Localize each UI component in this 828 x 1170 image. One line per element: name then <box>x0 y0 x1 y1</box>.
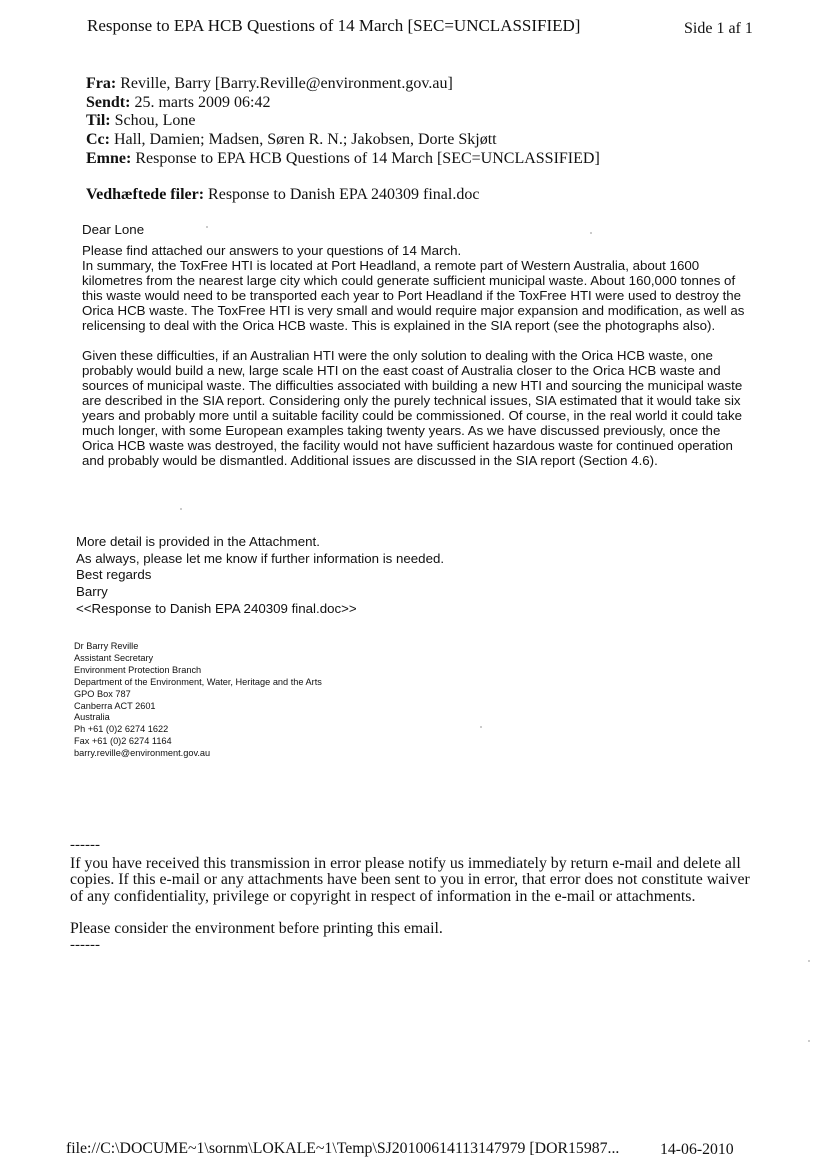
scan-speck <box>480 726 482 728</box>
subject-line <box>86 149 600 168</box>
signature-fax: Fax +61 (0)2 6274 1164 <box>74 736 172 747</box>
disclaimer-text: If you have received this transmission in error please notify us immediately by return e-mail and delete all copies. If this e-mail or any attachments have been sent to you in error, that error does not constitute waiver of any confidentiality, privilege or copyright in respect of information in the e-mail or attachments. <box>70 855 750 905</box>
attachments-line <box>86 185 479 204</box>
email-body <box>82 222 750 468</box>
signature-name: Dr Barry Reville <box>74 641 139 651</box>
subject-label: Emne: <box>86 150 132 167</box>
closing-name: Barry <box>76 584 108 600</box>
cc-line <box>86 130 497 149</box>
attachments-label: Vedhæftede filer: <box>86 186 205 203</box>
signature-branch: Environment Protection Branch <box>74 664 202 675</box>
signature-phone: Ph +61 (0)2 6274 1622 <box>74 724 169 735</box>
subject-value: Response to EPA HCB Questions of 14 March [SEC=UNCLASSIFIED] <box>135 150 600 167</box>
sent-line <box>86 93 270 112</box>
scan-speck <box>206 226 208 228</box>
attachment-link[interactable]: Response to Danish EPA 240309 final.doc <box>208 186 480 203</box>
scan-speck <box>808 960 810 962</box>
greeting: Dear Lone <box>82 222 145 237</box>
sent-label: Sendt: <box>86 94 131 111</box>
to-line <box>86 111 195 130</box>
from-label: Fra: <box>86 75 117 92</box>
signature-department: Department of the Environment, Water, Heritage and the Arts <box>74 676 322 687</box>
print-footer-path: file://C:\DOCUME~1\sornm\LOKALE~1\Temp\SJ20100614113147979 [DOR15987... <box>66 1140 620 1157</box>
cc-label: Cc: <box>86 131 110 148</box>
to-label: Til: <box>86 112 111 129</box>
print-header-title: Response to EPA HCB Questions of 14 March [SEC=UNCLASSIFIED] <box>87 16 581 35</box>
intro-line: Please find attached our answers to your questions of 14 March. <box>82 243 462 258</box>
scan-speck <box>590 232 592 234</box>
closing-detail: More detail is provided in the Attachment. <box>76 534 320 549</box>
to-value: Schou, Lone <box>114 112 196 129</box>
separator-bottom: ------ <box>70 936 100 953</box>
email-closing <box>76 534 444 618</box>
signature-email[interactable]: barry.reville@environment.gov.au <box>74 748 211 759</box>
scan-speck <box>180 508 182 510</box>
signature-city: Canberra ACT 2601 <box>74 700 156 711</box>
separator-top: ------ <box>70 837 100 853</box>
sent-value: 25. marts 2009 06:42 <box>134 94 271 111</box>
body-paragraph-2: Given these difficulties, if an Australian HTI were the only solution to dealing with the Orica HCB waste, one probably would build a new, large scale HTI on the east coast of Australia closer to the Orica HCB waste and sources of municipal waste. The difficulties associated with building a new HTI and sourcing the municipal waste are described in the SIA report. Considering only the purely technical issues, SIA estimated that it would take six years and probably more until a suitable facility could be commissioned. Of course, in the real world it could take much longer, with some European examples taking twenty years. As we have discussed previously, once the Orica HCB waste was destroyed, the facility would not have sufficient hazardous waste for continued operation and probably would be dismantled. Additional issues are discussed in the SIA report (Section 4.6). <box>82 348 743 468</box>
print-page-number: Side 1 af 1 <box>684 20 753 37</box>
disclaimer-block <box>70 838 760 952</box>
attachment-reference[interactable]: <<Response to Danish EPA 240309 final.doc>> <box>76 600 357 616</box>
environment-note: Please consider the environment before printing this email. <box>70 920 443 938</box>
print-footer-date: 14-06-2010 <box>660 1141 734 1158</box>
from-value: Reville, Barry [Barry.Reville@environment.gov.au] <box>120 75 453 92</box>
cc-value: Hall, Damien; Madsen, Søren R. N.; Jakobsen, Dorte Skjøtt <box>113 131 497 148</box>
scan-speck <box>808 1040 810 1042</box>
signature-country: Australia <box>74 712 110 723</box>
signature-box: GPO Box 787 <box>74 688 131 699</box>
from-line <box>86 74 453 93</box>
signature-block <box>74 641 322 760</box>
closing-info: As always, please let me know if further information is needed. <box>76 550 445 566</box>
closing-regards: Best regards <box>76 567 152 583</box>
signature-title: Assistant Secretary <box>74 652 154 663</box>
body-paragraph-1: In summary, the ToxFree HTI is located at Port Headland, a remote part of Western Australia, about 1600 kilometres from the nearest large city which could generate sufficient municipal waste. About 160,000 tonnes of this waste would need to be transported each year to Port Headland if the ToxFree HTI were used to destroy the Orica HCB waste. The ToxFree HTI is very small and would require major expansion and modification, as well as relicensing to deal with the Orica HCB waste. This is explained in the SIA report (see the photographs also). <box>82 258 745 333</box>
